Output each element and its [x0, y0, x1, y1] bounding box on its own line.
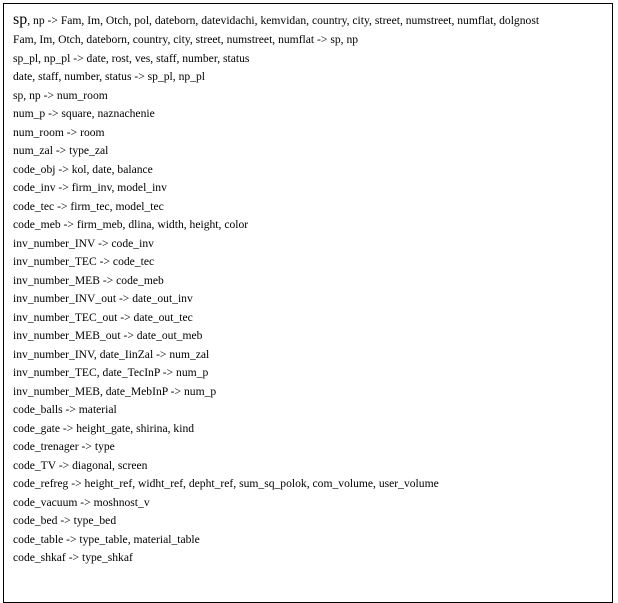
dependency-line: code_refreg -> height_ref, widht_ref, depht_ref, sum_sq_polok, com_volume, user_volume: [13, 477, 439, 490]
dependency-line: code_gate -> height_gate, shirina, kind: [13, 421, 195, 435]
dependency-line: date, staff, number, status -> sp_pl, np_pl: [13, 70, 205, 83]
dependency-line: inv_number_TEC_out -> date_out_tec: [13, 310, 193, 324]
dependency-line: sp, np -> num_room: [13, 88, 108, 102]
dependency-line: inv_number_TEC -> code_tec: [13, 255, 155, 268]
dependency-line: code_inv -> firm_inv, model_inv: [13, 181, 167, 194]
dependency-line: num_zal -> type_zal: [13, 144, 109, 157]
dependency-line: inv_number_MEB -> code_meb: [13, 273, 164, 287]
dependency-line: num_room -> room: [13, 125, 105, 139]
dependency-line: code_table -> type_table, material_table: [13, 532, 200, 546]
document-frame: [3, 3, 613, 603]
dependency-line: sp_pl, np_pl -> date, rost, ves, staff, number, status: [13, 51, 250, 65]
dependency-line: code_bed -> type_bed: [13, 514, 117, 527]
dependency-line: code_vacuum -> moshnost_v: [13, 495, 150, 509]
dependency-line: code_obj -> kol, date, balance: [13, 162, 153, 176]
dependency-line: code_shkaf -> type_shkaf: [13, 551, 133, 564]
first-line-rest: , np -> Fam, Im, Otch, pol, dateborn, datevidachi, kemvidan, country, city, street, numstreet, numflat, dolgnost: [27, 14, 540, 27]
dependency-line: num_p -> square, naznachenie: [13, 107, 155, 120]
dependency-line: inv_number_INV_out -> date_out_inv: [13, 292, 193, 305]
dependency-line: inv_number_INV -> code_inv: [13, 236, 154, 250]
document-body: [13, 10, 607, 568]
dependency-line: code_meb -> firm_meb, dlina, width, height, color: [13, 218, 249, 231]
dependency-line: inv_number_MEB_out -> date_out_meb: [13, 329, 203, 342]
dependency-line: inv_number_TEC, date_TecInP -> num_p: [13, 366, 209, 379]
first-dependency-line: [13, 10, 607, 31]
dependency-line: code_tec -> firm_tec, model_tec: [13, 199, 164, 213]
dependency-line: code_TV -> diagonal, screen: [13, 458, 148, 472]
dependency-line: inv_number_INV, date_IinZal -> num_zal: [13, 347, 210, 361]
dependency-line: code_trenager -> type: [13, 440, 115, 453]
first-line-lead: sp: [13, 11, 28, 28]
dependency-line: code_balls -> material: [13, 403, 117, 416]
dependency-line: Fam, Im, Otch, dateborn, country, city, street, numstreet, numflat -> sp, np: [13, 33, 359, 46]
dependency-line: inv_number_MEB, date_MebInP -> num_p: [13, 384, 217, 398]
